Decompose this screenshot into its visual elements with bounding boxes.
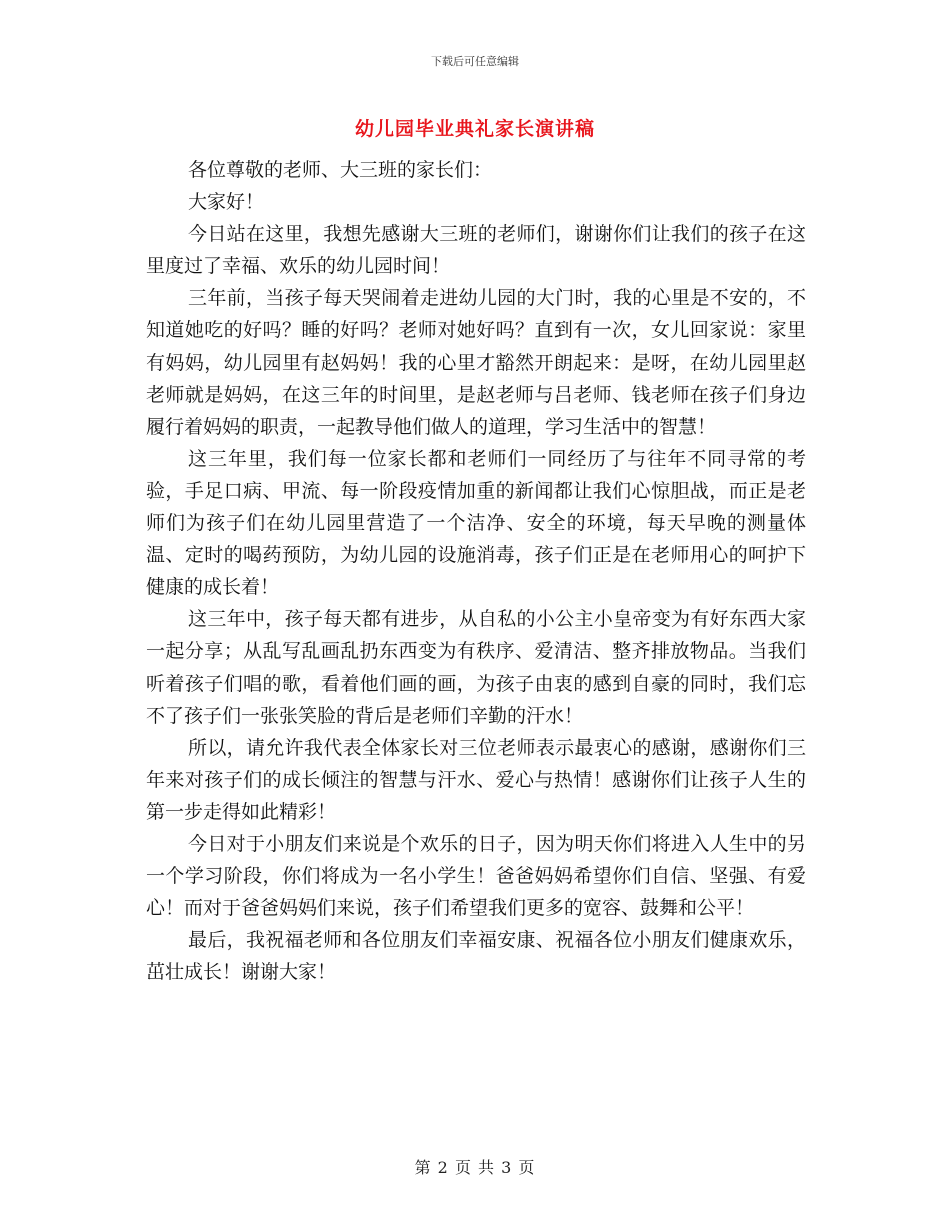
paragraph-salutation: 各位尊敬的老师、大三班的家长们： [188,159,493,181]
paragraph: 所以，请允许我代表全体家长对三位老师表示最衷心的感谢，感谢你们三年来对孩子们的成长倾注的智慧与汗水、爱心与热情！感谢你们让孩子人生的第一步走得如此精彩！ [146,736,806,823]
paragraph-greeting: 大家好！ [188,191,265,214]
header-note: 下载后可任意编辑 [431,55,519,68]
paragraph: 今日对于小朋友们来说是个欢乐的日子，因为明天你们将进入人生中的另一个学习阶段，你们将成为一名小学生！爸爸妈妈希望你们自信、坚强、有爱心！而对于爸爸妈妈们来说，孩子们希望我们更多的宽容、鼓舞和公平！ [146,832,806,920]
paragraph: 今日站在这里，我想先感谢大三班的老师们，谢谢你们让我们的孩子在这里度过了幸福、欢乐的幼儿园时间！ [146,223,806,278]
document-title: 幼儿园毕业典礼家长演讲稿 [354,118,595,140]
page-number: 第 2 页 共 3 页 [414,1158,536,1177]
document-body [146,154,806,988]
paragraph-closing: 最后，我祝福老师和各位朋友们幸福安康、祝福各位小朋友们健康欢乐，茁壮成长！谢谢大家！ [146,929,806,984]
paragraph: 三年前，当孩子每天哭闹着走进幼儿园的大门时，我的心里是不安的，不知道她吃的好吗？睡的好吗？老师对她好吗？直到有一次，女儿回家说：家里有妈妈，幼儿园里有赵妈妈！我的心里才豁然开朗起来：是呀，在幼儿园里赵老师就是妈妈，在这三年的时间里，是赵老师与吕老师、钱老师在孩子们身边履行着妈妈的职责，一起教导他们做人的道理，学习生活中的智慧！ [146,287,806,438]
paragraph: 这三年里，我们每一位家长都和老师们一同经历了与往年不同寻常的考验，手足口病、甲流、每一阶段疫情加重的新闻都让我们心惊胆战，而正是老师们为孩子们在幼儿园里营造了一个洁净、安全的环境，每天早晚的测量体温、定时的喝药预防，为幼儿园的设施消毒，孩子们正是在老师用心的呵护下健康的成长着！ [146,447,806,599]
paragraph: 这三年中，孩子每天都有进步，从自私的小公主小皇帝变为有好东西大家一起分享；从乱写乱画乱扔东西变为有秩序、爱清洁、整齐排放物品。当我们听着孩子们唱的歌，看着他们画的画，为孩子由衷的感到自豪的同时，我们忘不了孩子们一张张笑脸的背后是老师们辛勤的汗水！ [146,608,806,727]
